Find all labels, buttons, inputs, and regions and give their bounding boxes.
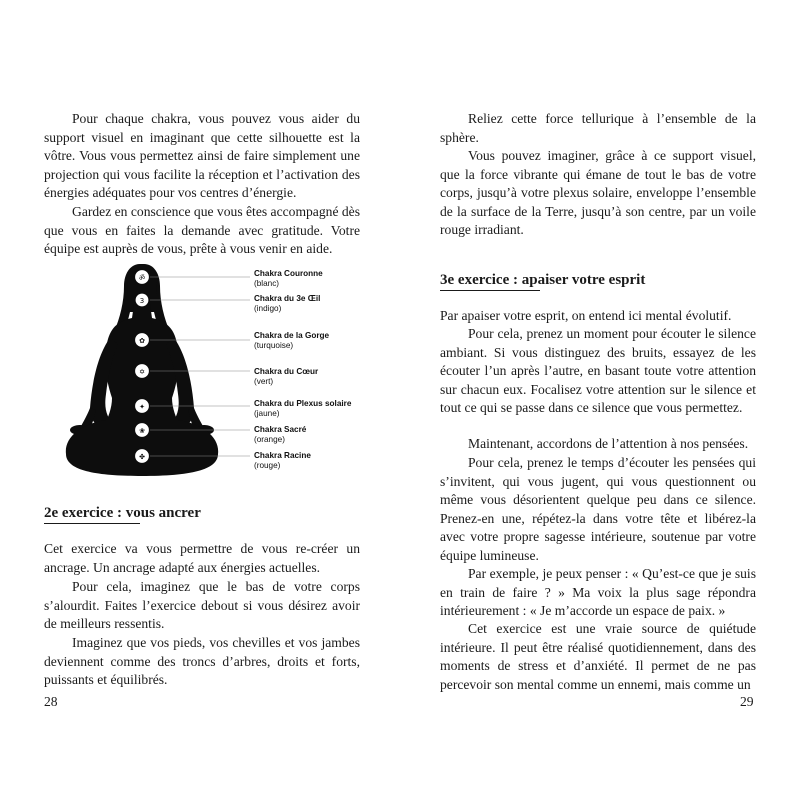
chakra-label-color: (jaune) bbox=[254, 409, 280, 418]
chakra-label-name: Chakra du Cœur bbox=[254, 367, 319, 376]
right-paragraph-5: Maintenant, accordons de l’attention à nos pensées. bbox=[468, 436, 749, 451]
svg-text:✿: ✿ bbox=[139, 337, 145, 345]
chakra-label-color: (rouge) bbox=[254, 461, 281, 470]
page-number-right: 29 bbox=[740, 694, 754, 709]
right-paragraph-6: Pour cela, prenez le temps d’écouter les pensées qui s’invitent, qui vous jugent, qui vous questionnent ou même vous désorientent quelque peu dans ce silence. Prenez-en une, répétez-la dans votre tête et libérez-la avec votre propre sagesse intérieure, soutenue par votre équipe lumineuse. bbox=[440, 455, 756, 563]
left-paragraph-5: Imaginez que vos pieds, vos chevilles et vos jambes deviennent comme des troncs d’arbres, droits et forts, puissants et équilibrés. bbox=[44, 635, 360, 688]
chakra-label-name: Chakra de la Gorge bbox=[254, 331, 330, 340]
left-paragraph-4: Pour cela, imaginez que le bas de votre corps s’alourdit. Faites l’exercice debout si vous désirez avoir de meilleurs ressentis. bbox=[44, 579, 360, 632]
chakra-label-color: (vert) bbox=[254, 377, 274, 386]
exercise-2-heading: 2e exercice : vous ancrer bbox=[44, 505, 201, 521]
svg-text:3: 3 bbox=[139, 297, 145, 305]
left-paragraph-2: Gardez en conscience que vous êtes accompagné dès que vous en faites la demande avec gratitude. Votre équipe est auprès de vous, prête à vous venir en aide. bbox=[44, 204, 360, 257]
chakra-label-name: Chakra Sacré bbox=[254, 425, 307, 434]
svg-text:❀: ❀ bbox=[139, 427, 145, 435]
left-paragraph-3: Cet exercice va vous permettre de vous re-créer un ancrage. Un ancrage adapté aux énergies actuelles. bbox=[44, 541, 360, 575]
right-paragraph-2: Vous pouvez imaginer, grâce à ce support visuel, que la force vibrante qui émane de tout le bas de votre corps, jusqu’à votre plexus solaire, enveloppe l’ensemble de la surface de la Terre, jusqu’à son centre, par un voile rouge irradiant. bbox=[440, 148, 756, 238]
heading-underline bbox=[440, 290, 540, 291]
exercise-3-heading: 3e exercice : apaiser votre esprit bbox=[440, 272, 646, 288]
svg-text:✤: ✤ bbox=[139, 453, 145, 461]
chakra-label-color: (blanc) bbox=[254, 279, 280, 288]
chakra-label-name: Chakra du 3e Œil bbox=[254, 294, 321, 303]
svg-text:✡: ✡ bbox=[139, 368, 145, 376]
right-paragraph-4: Pour cela, prenez un moment pour écouter le silence ambiant. Si vous distinguez des bruits, essayez de les écouter l’un après l’autre, en basant toute votre attention sur chacun eux. Focalisez votre attention sur le silence et tout ce qui se passe dans ce silence que vous permettez. bbox=[440, 326, 756, 416]
page-number-left: 28 bbox=[44, 694, 58, 709]
chakra-label-color: (indigo) bbox=[254, 304, 282, 313]
chakra-label-name: Chakra Racine bbox=[254, 451, 311, 460]
chakra-label-color: (orange) bbox=[254, 435, 285, 444]
svg-text:ॐ: ॐ bbox=[138, 274, 146, 282]
right-paragraph-7: Par exemple, je peux penser : « Qu’est-ce que je suis en train de faire ? » Ma voix la plus sage répondra intérieurement : « Je m’accorde un espace de paix. » bbox=[440, 566, 756, 619]
right-paragraph-1: Reliez cette force tellurique à l’ensemble de la sphère. bbox=[440, 111, 756, 145]
svg-text:✦: ✦ bbox=[139, 403, 145, 411]
chakra-label-name: Chakra Couronne bbox=[254, 269, 323, 278]
right-paragraph-3: Par apaiser votre esprit, on entend ici mental évolutif. bbox=[440, 308, 732, 323]
chakra-label-name: Chakra du Plexus solaire bbox=[254, 399, 352, 408]
left-paragraph-1: Pour chaque chakra, vous pouvez vous aider du support visuel en imaginant que cette silhouette est la vôtre. Vous vous permettez ainsi de faire simplement une projection qui vous facilite la réception et l’activation des énergies adéquates pour vos centres d’énergie. bbox=[44, 111, 360, 201]
right-paragraph-8: Cet exercice est une vraie source de quiétude intérieure. Il peut être réalisé quotidiennement, dans des moments de stress et d’anxiété. Il permet de ne pas percevoir son mental comme un ennemi, mais comme un bbox=[440, 621, 756, 692]
chakra-label-color: (turquoise) bbox=[254, 341, 294, 350]
